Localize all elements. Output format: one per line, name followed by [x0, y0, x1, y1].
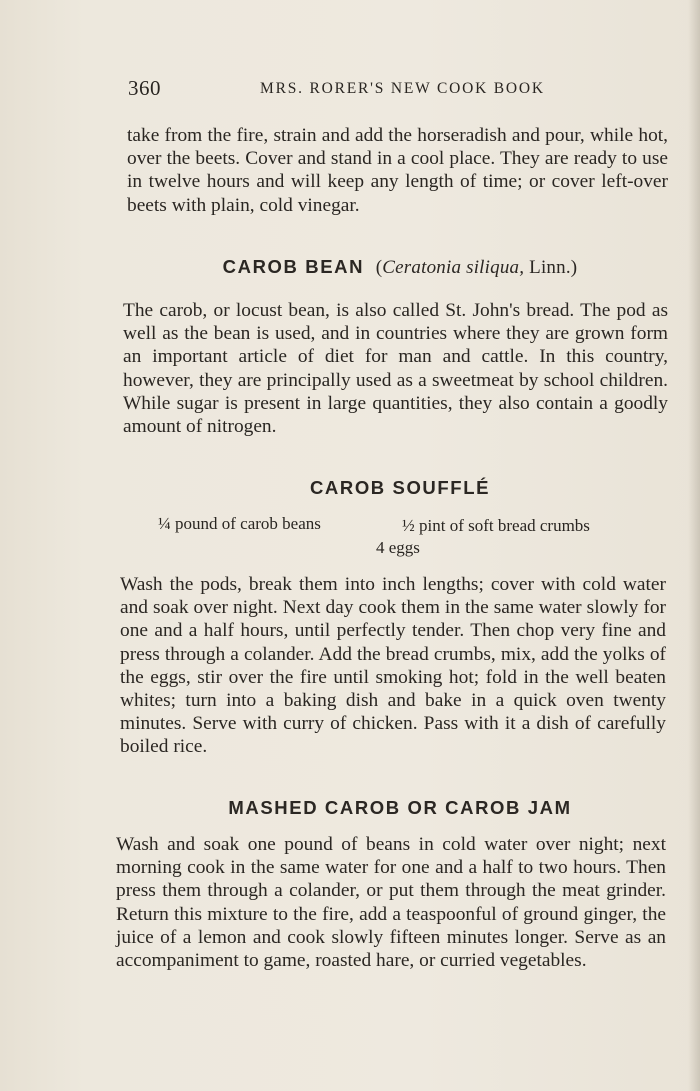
heading-carob-souffle: CAROB SOUFFLÉ	[309, 477, 491, 498]
ingredient-item: 4 eggs	[376, 538, 420, 557]
page-edge-shadow	[688, 0, 700, 1091]
souffle-paragraph: Wash the pods, break them into inch lengths; cover with cold water and soak over night. Next day cook them in the same water slowly for one and a half hours, until perfectly tender. Then chop very fine and press through a colander. Add the bread crumbs, mix, add the yolks of the eggs, stir over the fire until smoking hot; fold in the well beaten whites; turn into a baking dish and bake in a quick oven twenty minutes. Serve with curry of chicken. Pass with it a dish of carefully boiled rice.	[120, 574, 666, 758]
heading-carob-jam: MASHED CAROB OR CAROB JAM	[228, 797, 572, 818]
running-head	[128, 76, 568, 102]
subtitle-open: (	[375, 257, 383, 278]
page-number: 360	[128, 76, 161, 100]
ingredient-item: ¼ pound of carob beans	[158, 514, 321, 533]
heading-carob-bean-subtitle	[371, 257, 578, 278]
subtitle-close: Linn.)	[524, 257, 578, 278]
jam-paragraph: Wash and soak one pound of beans in cold water over night; next morning cook in the same water for one and a half to two hours. Then press them through a colander, or put them through the meat grinder. Return this mixture to the fire, add a teaspoonful of ground ginger, the juice of a lemon and cook slowly fifteen minutes longer. Serve as an accompaniment to game, roasted hare, or curried vegetables.	[116, 834, 666, 972]
heading-carob-bean-title: CAROB BEAN	[222, 256, 365, 277]
latin-name: Ceratonia siliqua,	[382, 257, 525, 278]
carob-bean-paragraph: The carob, or locust bean, is also called St. John's bread. The pod as well as the bean is used, and in countries where they are grown form an important article of diet for man and cattle. In this country, however, they are principally used as a sweetmeat by school children. While sugar is present in large quantities, they also contain a goodly amount of nitrogen.	[123, 300, 668, 438]
intro-paragraph: take from the fire, strain and add the horseradish and pour, while hot, over the beets. Cover and stand in a cool place. They are ready to use in twelve hours and will keep any length of time; or cover left-over beets with plain, cold vinegar.	[127, 125, 668, 216]
running-title: MRS. RORER'S NEW COOK BOOK	[260, 80, 545, 97]
heading-carob-bean	[120, 256, 680, 279]
ingredient-item: ½ pint of soft bread crumbs	[402, 516, 590, 535]
